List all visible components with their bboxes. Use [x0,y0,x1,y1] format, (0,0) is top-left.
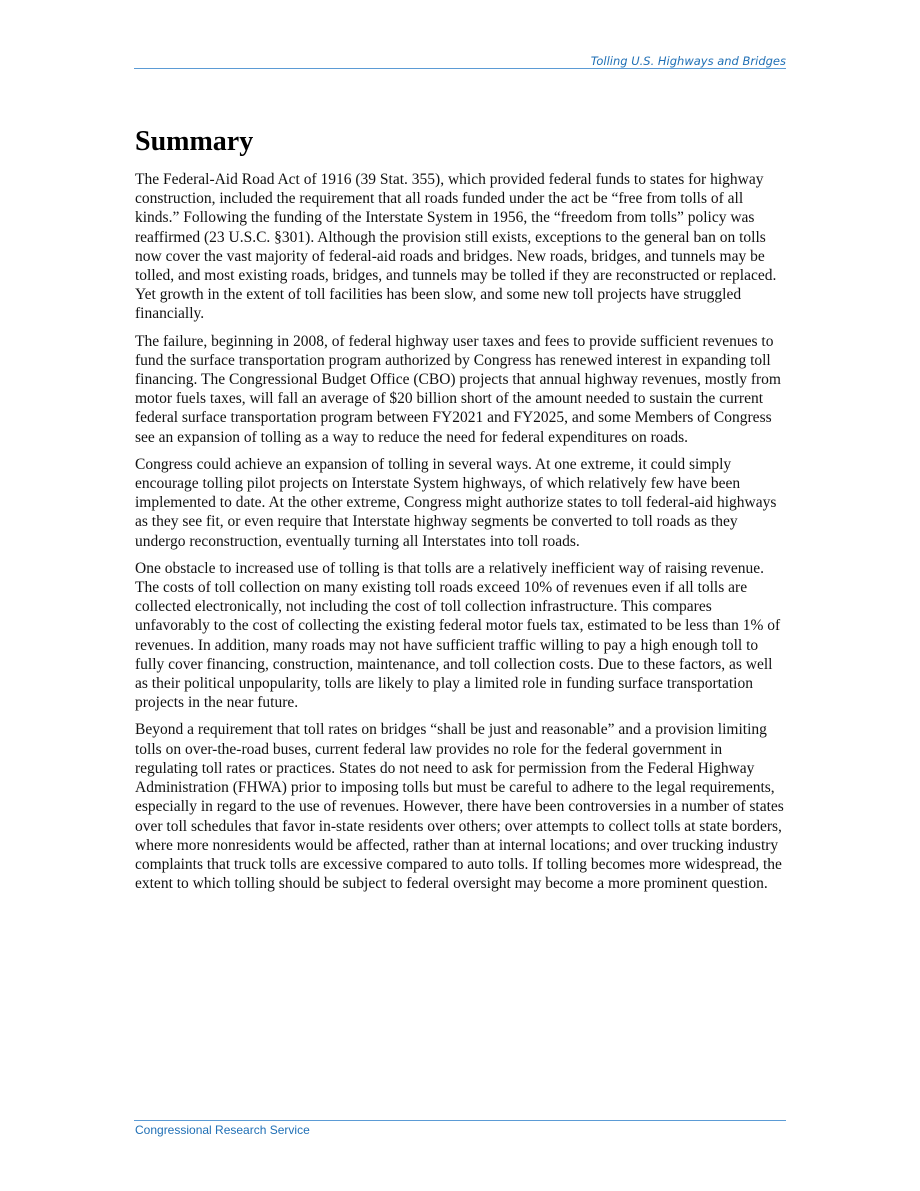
page-title: Summary [135,126,254,157]
footer-publisher: Congressional Research Service [135,1123,310,1137]
paragraph-1: The Federal-Aid Road Act of 1916 (39 Stat. 355), which provided federal funds to states for highway construction, included the requirement that all roads funded under the act be “free from tolls of all kinds.” Following the funding of the Interstate System in 1956, the “freedom from tolls” policy was reaffirmed (23 U.S.C. §301). Although the provision still exists, exceptions to the general ban on tolls now cover the vast majority of federal-aid roads and bridges. New roads, bridges, and tunnels may be tolled, and most existing roads, bridges, and tunnels may be tolled if they are reconstructed or replaced. Yet growth in the extent of toll facilities has been slow, and some new toll projects have struggled financially. [135,171,777,323]
paragraph-3: Congress could achieve an expansion of tolling in several ways. At one extreme, it could simply encourage tolling pilot projects on Interstate System highways, of which relatively few have been implemented to date. At the other extreme, Congress might authorize states to toll federal-aid highways as they see fit, or even require that Interstate highway segments be converted to toll roads as they undergo reconstruction, eventually turning all Interstates into toll roads. [135,455,777,550]
paragraph-4: One obstacle to increased use of tolling is that tolls are a relatively inefficient way of raising revenue. The costs of toll collection on many existing toll roads exceed 10% of revenues even if all tolls are collected electronically, not including the cost of toll collection infrastructure. This compares unfavorably to the cost of collecting the existing federal motor fuels tax, estimated to be less than 1% of revenues. In addition, many roads may not have sufficient traffic willing to pay a high enough toll to fully cover financing, construction, maintenance, and toll collection costs. Due to these factors, as well as their political unpopularity, tolls are likely to play a limited role in funding surface transportation projects in the near future. [135,559,781,712]
paragraph-2: The failure, beginning in 2008, of federal highway user taxes and fees to provide sufficient revenues to fund the surface transportation program authorized by Congress has renewed interest in expanding toll financing. The Congressional Budget Office (CBO) projects that annual highway revenues, mostly from motor fuels taxes, will fall an average of $20 billion short of the amount needed to sustain the current federal surface transportation program between FY2021 and FY2025, and some Members of Congress see an expansion of tolling as a way to reduce the need for federal expenditures on roads. [135,332,781,446]
header-divider [134,68,786,69]
running-header-title: Tolling U.S. Highways and Bridges [590,54,786,68]
summary-section [135,123,787,901]
paragraph-5: Beyond a requirement that toll rates on bridges “shall be just and reasonable” and a provision limiting tolls on over-the-road buses, current federal law provides no role for the federal government in regulating toll rates or practices. States do not need to ask for permission from the Federal Highway Administration (FHWA) prior to imposing tolls but must be careful to adhere to the legal requirements, especially in regard to the use of revenues. However, there have been controversies in a number of states over toll schedules that favor in-state residents over others; over attempts to collect tolls at state borders, where more nonresidents would be affected, rather than at internal locations; and over trucking industry complaints that truck tolls are excessive compared to auto tolls. If tolling becomes more widespread, the extent to which tolling should be subject to federal oversight may become a more prominent question. [135,721,784,893]
footer-divider [134,1120,786,1121]
